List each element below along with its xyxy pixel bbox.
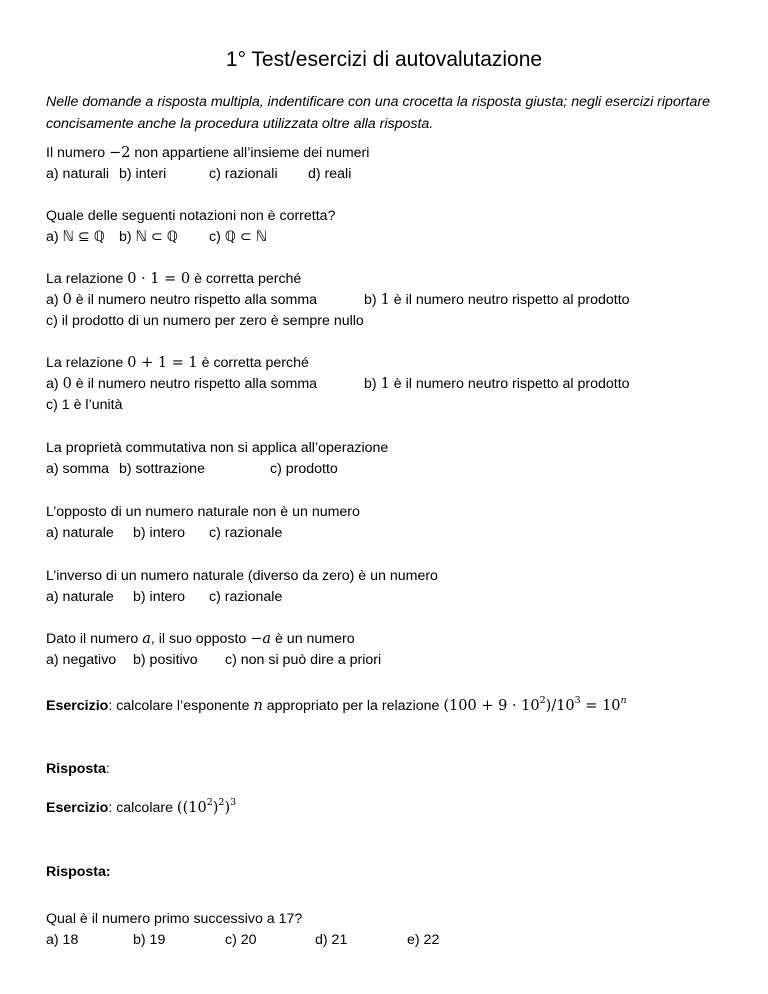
- q5-option-b[interactable]: b) sottrazione: [119, 461, 205, 477]
- q1-option-a[interactable]: a) naturali: [46, 166, 110, 182]
- q6-option-c[interactable]: c) razionale: [209, 525, 283, 541]
- question-3: La relazione 0 · 1 = 0 è corretta perché: [46, 271, 302, 287]
- question-5: La proprietà commutativa non si applica all’operazione: [46, 440, 389, 456]
- exercise-1: Esercizio: calcolare l’esponente n appropriato per la relazione $(100 + 9 \cdot 10^2)/10^3 = 10^n$: [46, 695, 627, 714]
- q9-option-d[interactable]: d) 21: [315, 932, 348, 948]
- q8-option-b[interactable]: b) positivo: [133, 652, 198, 668]
- question-4: La relazione 0 + 1 = 1 è corretta perché: [46, 355, 309, 371]
- exercise-2: Esercizio: calcolare $((10^2)^2)^3$: [46, 797, 237, 816]
- q4-option-b[interactable]: b) 1 è il numero neutro rispetto al prodotto: [364, 376, 630, 392]
- q2-option-a[interactable]: a) ℕ ⊆ ℚ: [46, 229, 105, 245]
- q7-option-a[interactable]: a) naturale: [46, 589, 114, 605]
- question-8: Dato il numero a, il suo opposto −a è un numero: [46, 631, 355, 647]
- q8-option-c[interactable]: c) non si può dire a priori: [225, 652, 382, 668]
- q5-option-a[interactable]: a) somma: [46, 461, 110, 477]
- q2-option-c[interactable]: c) ℚ ⊂ ℕ: [209, 229, 268, 245]
- exercise-1-answer[interactable]: Risposta:: [46, 761, 110, 777]
- q1-option-c[interactable]: c) razionali: [209, 166, 278, 182]
- q9-option-e[interactable]: e) 22: [407, 932, 440, 948]
- q7-option-c[interactable]: c) razionale: [209, 589, 283, 605]
- page-title: 1° Test/esercizi di autovalutazione: [225, 48, 543, 71]
- question-9: Qual è il numero primo successivo a 17?: [46, 911, 303, 927]
- question-7: L’inverso di un numero naturale (diverso da zero) è un numero: [46, 568, 438, 584]
- instructions: Nelle domande a risposta multipla, indentificare con una crocetta la risposta giusta; negli esercizi riportare concisamente anche la procedura utilizzata oltre alla risposta.: [46, 94, 710, 132]
- q4-option-c[interactable]: c) 1 è l’unità: [46, 397, 123, 413]
- q9-option-a[interactable]: a) 18: [46, 932, 79, 948]
- q7-option-b[interactable]: b) intero: [133, 589, 186, 605]
- q6-option-b[interactable]: b) intero: [133, 525, 186, 541]
- question-2: Quale delle seguenti notazioni non è corretta?: [46, 208, 336, 224]
- question-1: Il numero −2 non appartiene all’insieme dei numeri: [46, 145, 370, 161]
- q9-option-c[interactable]: c) 20: [225, 932, 257, 948]
- q4-option-a[interactable]: a) 0 è il numero neutro rispetto alla somma: [46, 376, 318, 392]
- exercise-2-answer[interactable]: Risposta:: [46, 864, 111, 880]
- q5-option-c[interactable]: c) prodotto: [270, 461, 338, 477]
- q1-option-d[interactable]: d) reali: [308, 166, 352, 182]
- q8-option-a[interactable]: a) negativo: [46, 652, 117, 668]
- q6-option-a[interactable]: a) naturale: [46, 525, 114, 541]
- q9-option-b[interactable]: b) 19: [133, 932, 166, 948]
- q2-option-b[interactable]: b) ℕ ⊂ ℚ: [119, 229, 178, 245]
- question-6: L’opposto di un numero naturale non è un numero: [46, 504, 360, 520]
- q3-option-c[interactable]: c) il prodotto di un numero per zero è sempre nullo: [46, 313, 364, 329]
- q1-option-b[interactable]: b) interi: [119, 166, 167, 182]
- q3-option-b[interactable]: b) 1 è il numero neutro rispetto al prodotto: [364, 292, 630, 308]
- q3-option-a[interactable]: a) 0 è il numero neutro rispetto alla somma: [46, 292, 318, 308]
